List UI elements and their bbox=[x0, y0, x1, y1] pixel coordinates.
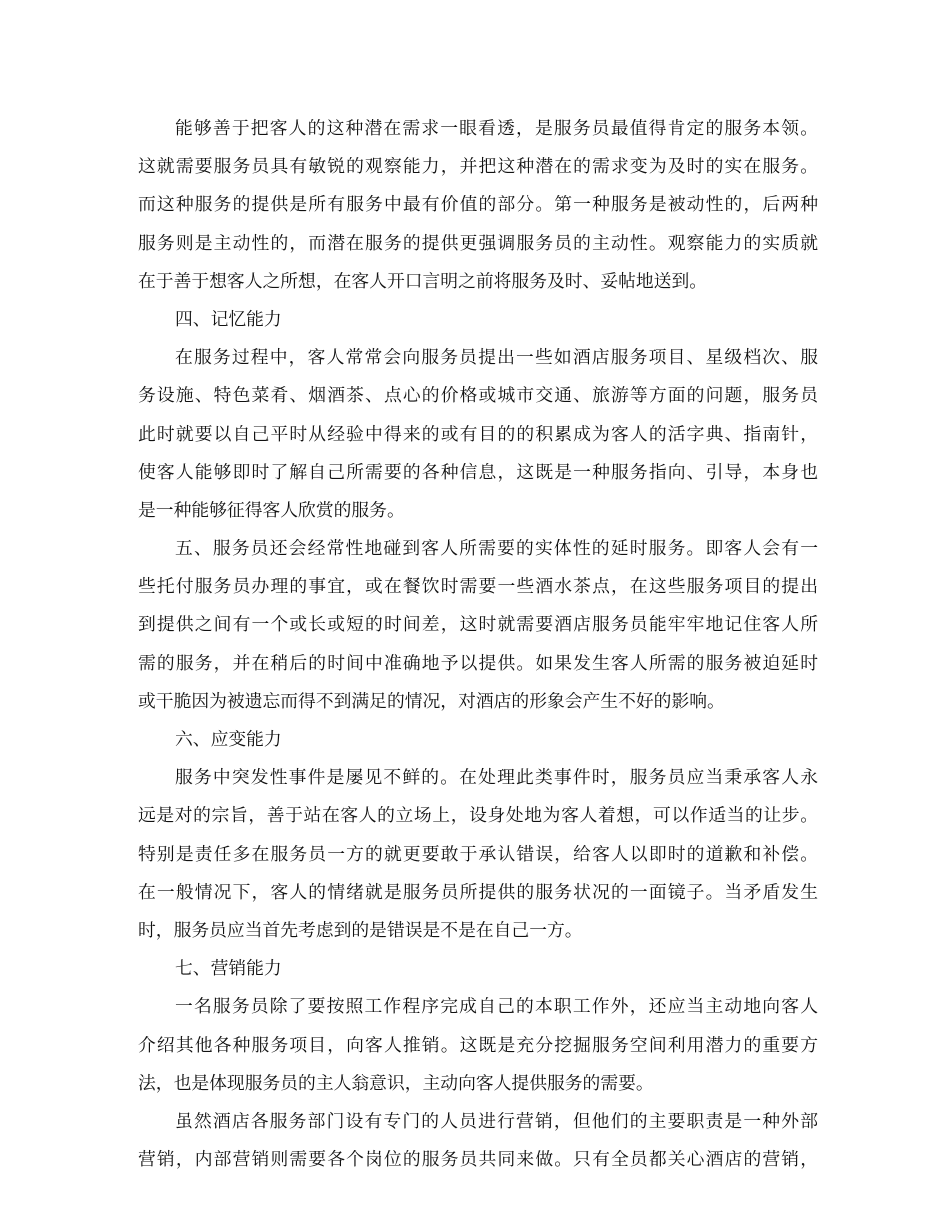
text-line: 虽然酒店各服务部门设有专门的人员进行营销，但他们的主要职责是一种外部 bbox=[175, 1110, 818, 1132]
text-line: 法，也是体现服务员的主人翁意识，主动向客人提供服务的需要。 bbox=[138, 1072, 654, 1094]
text-line: 使客人能够即时了解自己所需要的各种信息，这既是一种服务指向、引导，本身也 bbox=[138, 461, 818, 483]
text-line: 务设施、特色菜肴、烟酒茶、点心的价格或城市交通、旅游等方面的问题，服务员 bbox=[138, 385, 818, 407]
text-line: 一名服务员除了要按照工作程序完成自己的本职工作外，还应当主动地向客人 bbox=[175, 996, 818, 1018]
text-line: 五、服务员还会经常性地碰到客人所需要的实体性的延时服务。即客人会有一 bbox=[175, 538, 818, 560]
text-line: 四、记忆能力 bbox=[175, 308, 282, 330]
text-line: 介绍其他各种服务项目，向客人推销。这既是充分挖掘服务空间利用潜力的重要方 bbox=[138, 1034, 818, 1056]
text-line: 在一般情况下，客人的情绪就是服务员所提供的服务状况的一面镜子。当矛盾发生 bbox=[138, 881, 818, 903]
text-line: 特别是责任多在服务员一方的就更要敢于承认错误，给客人以即时的道歉和补偿。 bbox=[138, 843, 818, 865]
text-line: 需的服务，并在稍后的时间中准确地予以提供。如果发生客人所需的服务被迫延时 bbox=[138, 652, 818, 674]
text-line: 远是对的宗旨，善于站在客人的立场上，设身处地为客人着想，可以作适当的让步。 bbox=[138, 805, 818, 827]
text-line: 到提供之间有一个或长或短的时间差，这时就需要酒店服务员能牢牢地记住客人所 bbox=[138, 614, 818, 636]
text-line: 这就需要服务员具有敏锐的观察能力，并把这种潜在的需求变为及时的实在服务。 bbox=[138, 156, 818, 178]
text-line: 在服务过程中，客人常常会向服务员提出一些如酒店服务项目、星级档次、服 bbox=[175, 347, 818, 369]
text-line: 而这种服务的提供是所有服务中最有价值的部分。第一种服务是被动性的，后两种 bbox=[138, 194, 818, 216]
text-line: 七、营销能力 bbox=[175, 958, 282, 980]
text-line: 服务中突发性事件是屡见不鲜的。在处理此类事件时，服务员应当秉承客人永 bbox=[175, 767, 818, 789]
text-line: 或干脆因为被遗忘而得不到满足的情况，对酒店的形象会产生不好的影响。 bbox=[138, 690, 725, 712]
text-line: 是一种能够征得客人欣赏的服务。 bbox=[138, 499, 405, 521]
text-line: 六、应变能力 bbox=[175, 729, 282, 750]
text-line: 此时就要以自己平时从经验中得来的或有目的的积累成为客人的活字典、指南针， bbox=[138, 423, 818, 445]
text-line: 能够善于把客人的这种潜在需求一眼看透，是服务员最值得肯定的服务本领。 bbox=[175, 118, 818, 139]
text-line: 营销，内部营销则需要各个岗位的服务员共同来做。只有全员都关心酒店的营销， bbox=[138, 1149, 818, 1171]
document-page bbox=[138, 110, 818, 1179]
text-line: 在于善于想客人之所想，在客人开口言明之前将服务及时、妥帖地送到。 bbox=[138, 270, 708, 292]
text-line: 时，服务员应当首先考虑到的是错误是不是在自己一方。 bbox=[138, 919, 583, 941]
text-line: 些托付服务员办理的事宜，或在餐饮时需要一些酒水茶点，在这些服务项目的提出 bbox=[138, 576, 818, 598]
text-line: 服务则是主动性的，而潜在服务的提供更强调服务员的主动性。观察能力的实质就 bbox=[138, 232, 818, 254]
